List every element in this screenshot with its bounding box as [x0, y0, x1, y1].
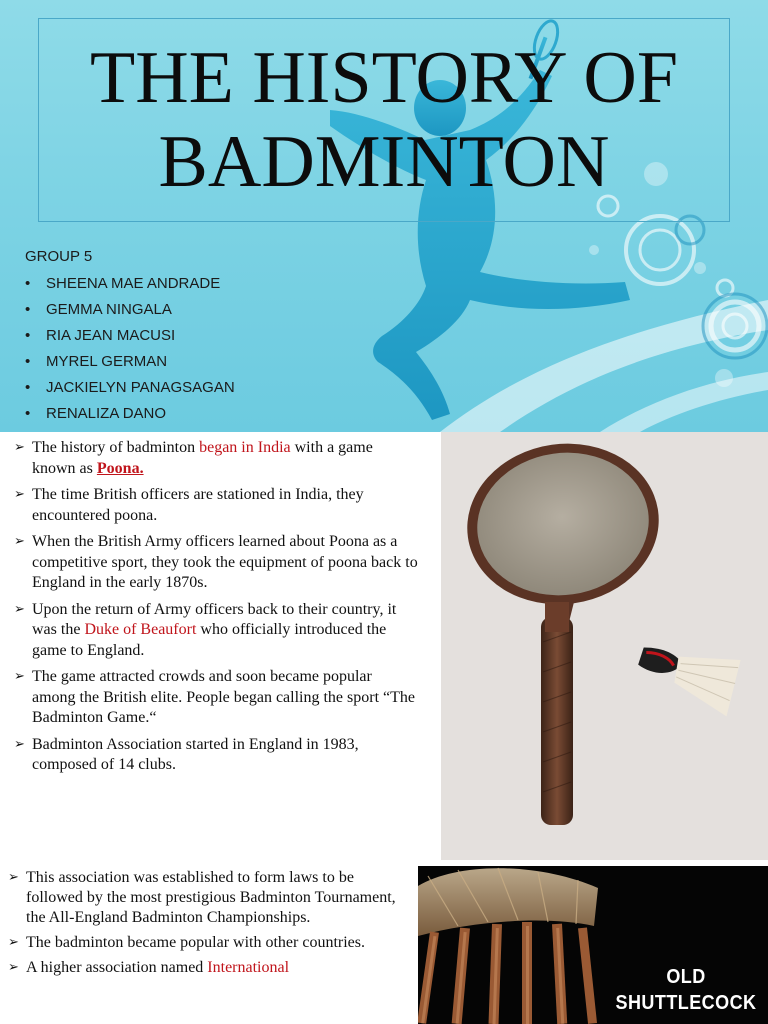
association-bullet	[8, 958, 410, 978]
history-bullets	[14, 438, 418, 776]
association-bullet: ➢ This association was established to form laws to be followed by the most prestigious Badminton Tournament, the All-England Badminton Championships.	[8, 868, 410, 928]
old-shuttlecock-photo	[418, 866, 768, 1024]
member-list	[25, 272, 235, 428]
member-item: • JACKIELYN PANAGSAGAN	[25, 376, 235, 402]
member-item: • GEMMA NINGALA	[25, 298, 235, 324]
page-title: THE HISTORY OF BADMINTON	[90, 37, 678, 203]
history-bullet: ➢ The time British officers are stationed in India, they encountered poona.	[14, 485, 418, 526]
association-text	[8, 868, 410, 983]
shuttle-caption: OLD SHUTTLECOCK	[615, 966, 757, 1014]
racket-image	[441, 432, 768, 860]
group-info	[25, 246, 235, 428]
history-bullet	[14, 438, 418, 479]
old-racket-photo	[441, 432, 768, 860]
member-item: • RENALIZA DANO	[25, 402, 235, 428]
highlight-text: began in India	[199, 439, 291, 456]
history-bullet: ➢ The game attracted crowds and soon became popular among the British elite. People began calling the sport “The Badminton Game.“	[14, 667, 418, 729]
association-bullet: ➢ The badminton became popular with other countries.	[8, 933, 410, 953]
history-bullet: ➢ Badminton Association started in England in 1983, composed of 14 clubs.	[14, 735, 418, 776]
history-text	[14, 438, 418, 782]
member-item: • SHEENA MAE ANDRADE	[25, 272, 235, 298]
member-item: • MYREL GERMAN	[25, 350, 235, 376]
member-item: • RIA JEAN MACUSI	[25, 324, 235, 350]
group-label: GROUP 5	[25, 248, 93, 265]
poona-link: Poona.	[96, 459, 144, 477]
highlight-text: Duke of Beaufort	[84, 621, 197, 638]
bullet-text: who officially introduced the game to England.	[32, 621, 387, 659]
bullet-text: A higher association named	[26, 959, 208, 976]
bullet-text: The history of badminton	[32, 439, 200, 456]
history-bullet: ➢ When the British Army officers learned about Poona as a competitive sport, they took the equipment of poona back to England in the early 1870s.	[14, 532, 418, 594]
bullet-text: Upon the return of Army officers back to their country, it was the	[32, 600, 397, 638]
highlight-text: International	[207, 959, 290, 976]
title-slide	[0, 0, 768, 432]
bullet-text: with a game known as	[32, 439, 373, 477]
history-bullet	[14, 600, 418, 662]
title-frame	[38, 18, 730, 222]
association-bullets	[8, 868, 410, 978]
